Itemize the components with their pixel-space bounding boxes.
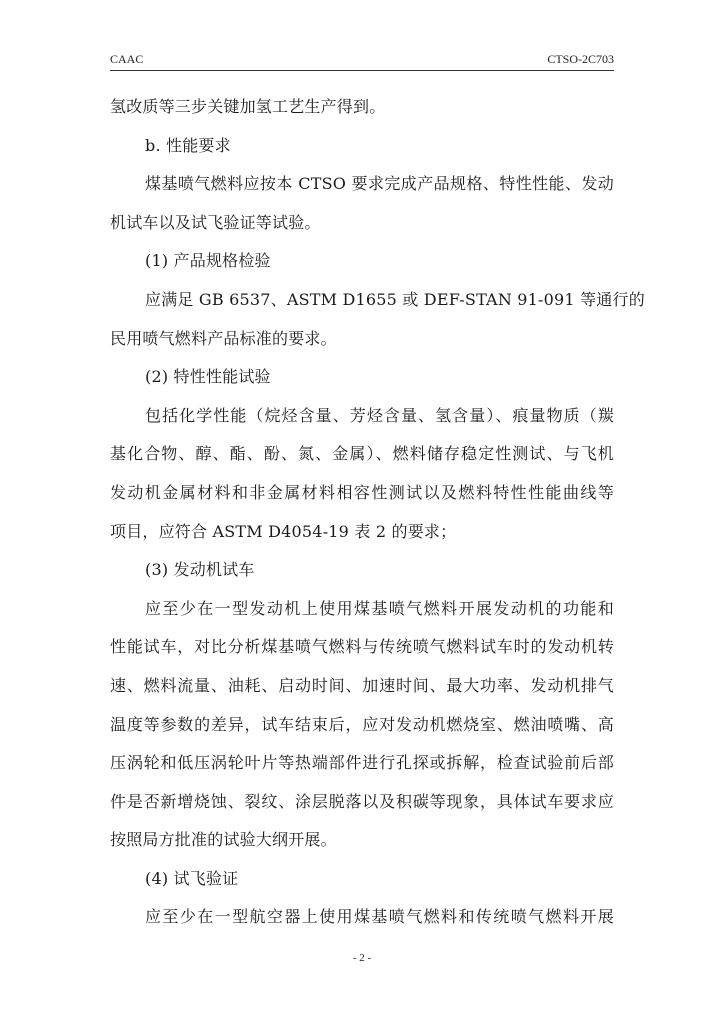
text-line: 煤基喷气燃料应按本 CTSO 要求完成产品规格、特性性能、发动 (145, 174, 614, 194)
text-line: 应满足 GB 6537、ASTM D1655 或 DEF-STAN 91-091 等通行的 (145, 289, 645, 309)
text-line: 包括化学性能（烷烃含量、芳烃含量、氢含量）、痕量物质（羰 (145, 405, 614, 425)
header-right-docid: CTSO-2C703 (547, 52, 614, 66)
header-left-org: CAAC (110, 52, 144, 66)
section-heading: b. 性能要求 (145, 135, 231, 155)
text-line: 应至少在一型航空器上使用煤基喷气燃料和传统喷气燃料开展 (145, 907, 614, 927)
text-line: 件是否新增烧蚀、裂纹、涂层脱落以及积碳等现象，具体试车要求应 (110, 791, 614, 811)
text-line: 民用喷气燃料产品标准的要求。 (110, 328, 337, 348)
subsection-heading: (3) 发动机试车 (145, 560, 255, 580)
text-line: 性能试车，对比分析煤基喷气燃料与传统喷气燃料试车时的发动机转 (110, 637, 614, 657)
header-rule (110, 70, 614, 71)
text-line: 按照局方批准的试验大纲开展。 (110, 830, 337, 850)
page-number: - 2 - (352, 952, 372, 964)
text-line: 氢改质等三步关键加氢工艺生产得到。 (110, 97, 386, 116)
text-line: 压涡轮和低压涡轮叶片等热端部件进行孔探或拆解，检查试验前后部 (110, 753, 614, 773)
text-line: 项目，应符合 ASTM D4054-19 表 2 的要求； (110, 521, 457, 541)
text-line: 发动机金属材料和非金属材料相容性测试以及燃料特性性能曲线等 (110, 482, 614, 502)
text-line: 温度等参数的差异，试车结束后，应对发动机燃烧室、燃油喷嘴、高 (110, 714, 614, 734)
text-line: 基化合物、醇、酯、酚、氮、金属）、燃料储存稳定性测试、与飞机 (110, 444, 614, 464)
text-line: 应至少在一型发动机上使用煤基喷气燃料开展发动机的功能和 (145, 598, 614, 618)
text-line: 机试车以及试飞验证等试验。 (110, 212, 321, 232)
text-line: 速、燃料流量、油耗、启动时间、加速时间、最大功率、发动机排气 (110, 675, 614, 695)
document-body (110, 88, 645, 937)
subsection-heading: (1) 产品规格检验 (145, 251, 271, 271)
subsection-heading: (4) 试飞验证 (145, 868, 239, 888)
subsection-heading: (2) 特性性能试验 (145, 367, 271, 387)
